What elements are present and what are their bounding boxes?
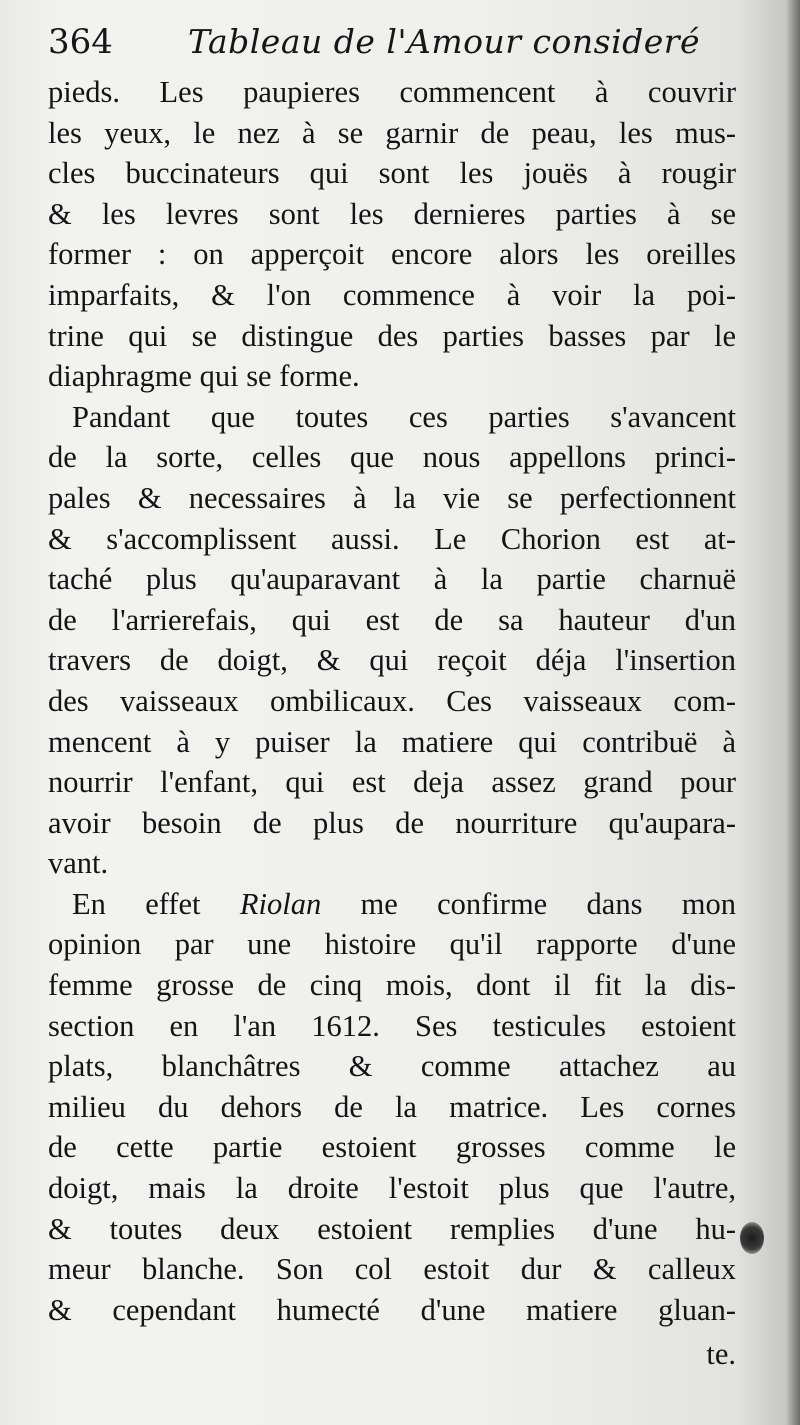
author-name: Riolan <box>239 886 322 921</box>
text-line: des vaisseaux ombilicaux. Ces vaisseaux com- <box>48 683 736 718</box>
text-line: milieu du dehors de la matrice. Les cornes <box>48 1089 736 1124</box>
text-line: & s'accomplissent aussi. Le Chorion est at- <box>48 521 736 556</box>
text-line: trine qui se distingue des parties basses par le <box>48 318 736 353</box>
page-number: 364 <box>48 22 113 62</box>
page-header <box>48 14 748 70</box>
text-line: vant. <box>48 846 109 881</box>
text-line: nourrir l'enfant, qui est deja assez grand pour <box>48 765 736 800</box>
text-line: les yeux, le nez à se garnir de peau, les mus- <box>48 115 736 150</box>
text-line: & cependant humecté d'une matiere gluan- <box>48 1292 736 1327</box>
paragraph-2 <box>48 397 736 884</box>
ink-spot <box>740 1222 764 1254</box>
text-line: de la sorte, celles que nous appellons princi- <box>48 440 736 475</box>
text-line: mencent à y puiser la matiere qui contribuë à <box>48 724 736 759</box>
text-line: femme grosse de cinq mois, dont il fit la dis- <box>48 968 736 1003</box>
catchword: te. <box>706 1337 736 1371</box>
text-line: opinion par une histoire qu'il rapporte d'une <box>48 927 736 962</box>
text-line: meur blanche. Son col estoit dur & calleux <box>48 1252 736 1287</box>
text-line: de l'arrierefais, qui est de sa hauteur d'un <box>48 602 736 637</box>
page-footer <box>48 1334 736 1378</box>
text-line: En effet Riolan me confirme dans mon <box>72 886 736 921</box>
text-line: Pandant que toutes ces parties s'avancent <box>72 399 736 434</box>
paragraph-1 <box>48 72 736 397</box>
text-line: travers de doigt, & qui reçoit déja l'insertion <box>48 643 736 678</box>
body-text <box>48 72 736 1330</box>
text-line: taché plus qu'auparavant à la partie charnuë <box>48 562 736 597</box>
text-line: cles buccinateurs qui sont les jouës à rougir <box>48 156 736 191</box>
paragraph-3 <box>48 884 736 1331</box>
text-line: pales & necessaires à la vie se perfectionnent <box>48 480 736 515</box>
text-line: pieds. Les paupieres commencent à couvrir <box>48 75 736 109</box>
page-gutter-shadow <box>786 0 800 1425</box>
text-line: doigt, mais la droite l'estoit plus que l'autre, <box>48 1171 736 1206</box>
text-line: & les levres sont les dernieres parties à se <box>48 196 736 231</box>
text-line: section en l'an 1612. Ses testicules estoient <box>48 1008 736 1043</box>
text-line: diaphragme qui se forme. <box>48 359 360 394</box>
text-line: imparfaits, & l'on commence à voir la poi- <box>48 277 736 312</box>
text-line: plats, blanchâtres & comme attachez au <box>48 1049 736 1084</box>
text-line: former : on apperçoit encore alors les oreilles <box>48 237 736 272</box>
running-title: Tableau de l'Amour consideré <box>188 22 701 61</box>
text-line: de cette partie estoient grosses comme le <box>48 1130 736 1165</box>
text-line: avoir besoin de plus de nourriture qu'aupara- <box>48 805 736 840</box>
text-line: & toutes deux estoient remplies d'une hu- <box>48 1211 736 1246</box>
